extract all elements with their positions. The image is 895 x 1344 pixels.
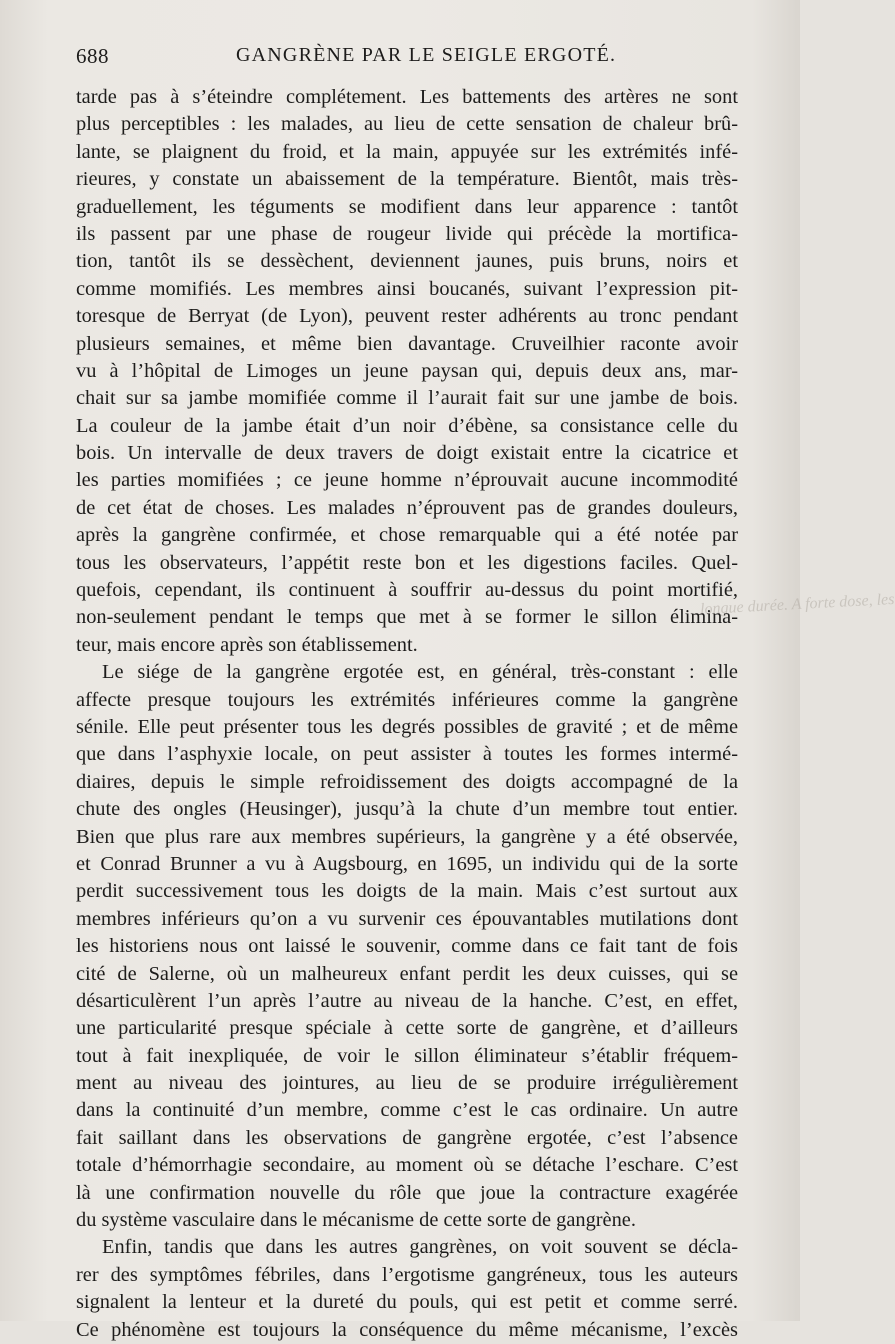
text-line: perdit successivement tous les doigts de la main. Mais c’est surtout aux [76,880,738,903]
text-line: là une confirmation nouvelle du rôle que joue la contracture exagérée [76,1181,738,1204]
text-line: sénile. Elle peut présenter tous les degrés possibles de gravité ; et de même [76,715,738,738]
text-line: graduellement, les téguments se modifient dans leur apparence : tantôt [76,195,738,218]
text-line: plus perceptibles : les malades, au lieu de cette sensation de chaleur brû- [76,113,738,136]
text-line: chute des ongles (Heusinger), jusqu’à la chute d’un membre tout entier. [76,798,738,821]
running-title: GANGRÈNE PAR LE SEIGLE ERGOTÉ. [236,44,617,66]
text-line: Bien que plus rare aux membres supérieurs, la gangrène y a été observée, [76,825,738,848]
text-line: Ce phénomène est toujours la conséquence du même mécanisme, l’excès [76,1318,738,1341]
text-line: tarde pas à s’éteindre complétement. Les battements des artères ne sont [76,86,738,108]
paragraph-start-line: Le siége de la gangrène ergotée est, en général, très-constant : elle [102,661,738,684]
text-line: totale d’hémorrhagie secondaire, au moment où se détache l’eschare. C’est [76,1154,738,1177]
text-line: bois. Un intervalle de deux travers de doigt existait entre la cicatrice et [76,442,738,465]
body-text [76,84,738,1344]
paragraph-start-line: Enfin, tandis que dans les autres gangrènes, on voit souvent se décla- [102,1236,738,1259]
text-line: tion, tantôt ils se dessèchent, deviennent jaunes, puis bruns, noirs et [76,250,738,273]
text-line: rer des symptômes fébriles, dans l’ergotisme gangréneux, tous les auteurs [76,1263,738,1286]
page-header [76,44,736,74]
text-line: quefois, cependant, ils continuent à souffrir au-dessus du point mortifié, [76,579,738,602]
text-line: ment au niveau des jointures, au lieu de se produire irrégulièrement [76,1072,738,1095]
text-line: comme momifiés. Les membres ainsi boucanés, suivant l’expression pit- [76,277,738,300]
text-line: les historiens nous ont laissé le souvenir, comme dans ce fait tant de fois [76,935,738,958]
text-line: tous les observateurs, l’appétit reste bon et les digestions faciles. Quel- [76,551,738,574]
text-line: cité de Salerne, où un malheureux enfant perdit les deux cuisses, qui se [76,962,738,985]
text-line: signalent la lenteur et la dureté du pouls, qui est petit et comme serré. [76,1291,738,1314]
text-line: plusieurs semaines, et même bien davantage. Cruveilhier raconte avoir [76,332,738,355]
text-line: lante, se plaignent du froid, et la main, appuyée sur les extrémités infé- [76,140,738,163]
paragraph-end-line: teur, mais encore après son établissement. [76,633,418,656]
text-line: non-seulement pendant le temps que met à se former le sillon élimina- [76,606,738,629]
text-line: fait saillant dans les observations de gangrène ergotée, c’est l’absence [76,1126,738,1149]
bleed-through-text: longue durée. A forte dose, les [699,590,895,619]
text-line: et Conrad Brunner a vu à Augsbourg, en 1695, un individu qui de la sorte [76,852,738,875]
text-line: dans la continuité d’un membre, comme c’est le cas ordinaire. Un autre [76,1099,738,1122]
text-line: de cet état de choses. Les malades n’éprouvent pas de grandes douleurs, [76,496,738,519]
text-line: membres inférieurs qu’on a vu survenir ces épouvantables mutilations dont [76,907,738,930]
text-line: diaires, depuis le simple refroidissement des doigts accompagné de la [76,770,738,793]
text-line: une particularité presque spéciale à cette sorte de gangrène, et d’ailleurs [76,1017,738,1040]
text-line: les parties momifiées ; ce jeune homme n’éprouvait aucune incommodité [76,469,738,492]
text-line: vu à l’hôpital de Limoges un jeune paysan qui, depuis deux ans, mar- [76,359,738,382]
text-line: rieures, y constate un abaissement de la température. Bientôt, mais très- [76,168,738,191]
text-line: ils passent par une phase de rougeur livide qui précède la mortifica- [76,222,738,245]
text-line: chait sur sa jambe momifiée comme il l’aurait fait sur une jambe de bois. [76,387,738,410]
text-line: toresque de Berryat (de Lyon), peuvent rester adhérents au tronc pendant [76,305,738,328]
text-line: affecte presque toujours les extrémités inférieures comme la gangrène [76,688,738,711]
paragraph-end-line: du système vasculaire dans le mécanisme de cette sorte de gangrène. [76,1209,636,1232]
text-line: La couleur de la jambe était d’un noir d’ébène, sa consistance celle du [76,414,738,437]
text-line: que dans l’asphyxie locale, on peut assister à toutes les formes intermé- [76,743,738,766]
text-line: tout à fait inexpliquée, de voir le sillon éliminateur s’établir fréquem- [76,1044,738,1067]
text-line: désarticulèrent l’un après l’autre au niveau de la hanche. C’est, en effet, [76,989,738,1012]
page-number: 688 [76,44,109,68]
text-line: après la gangrène confirmée, et chose remarquable qui a été notée par [76,524,738,547]
